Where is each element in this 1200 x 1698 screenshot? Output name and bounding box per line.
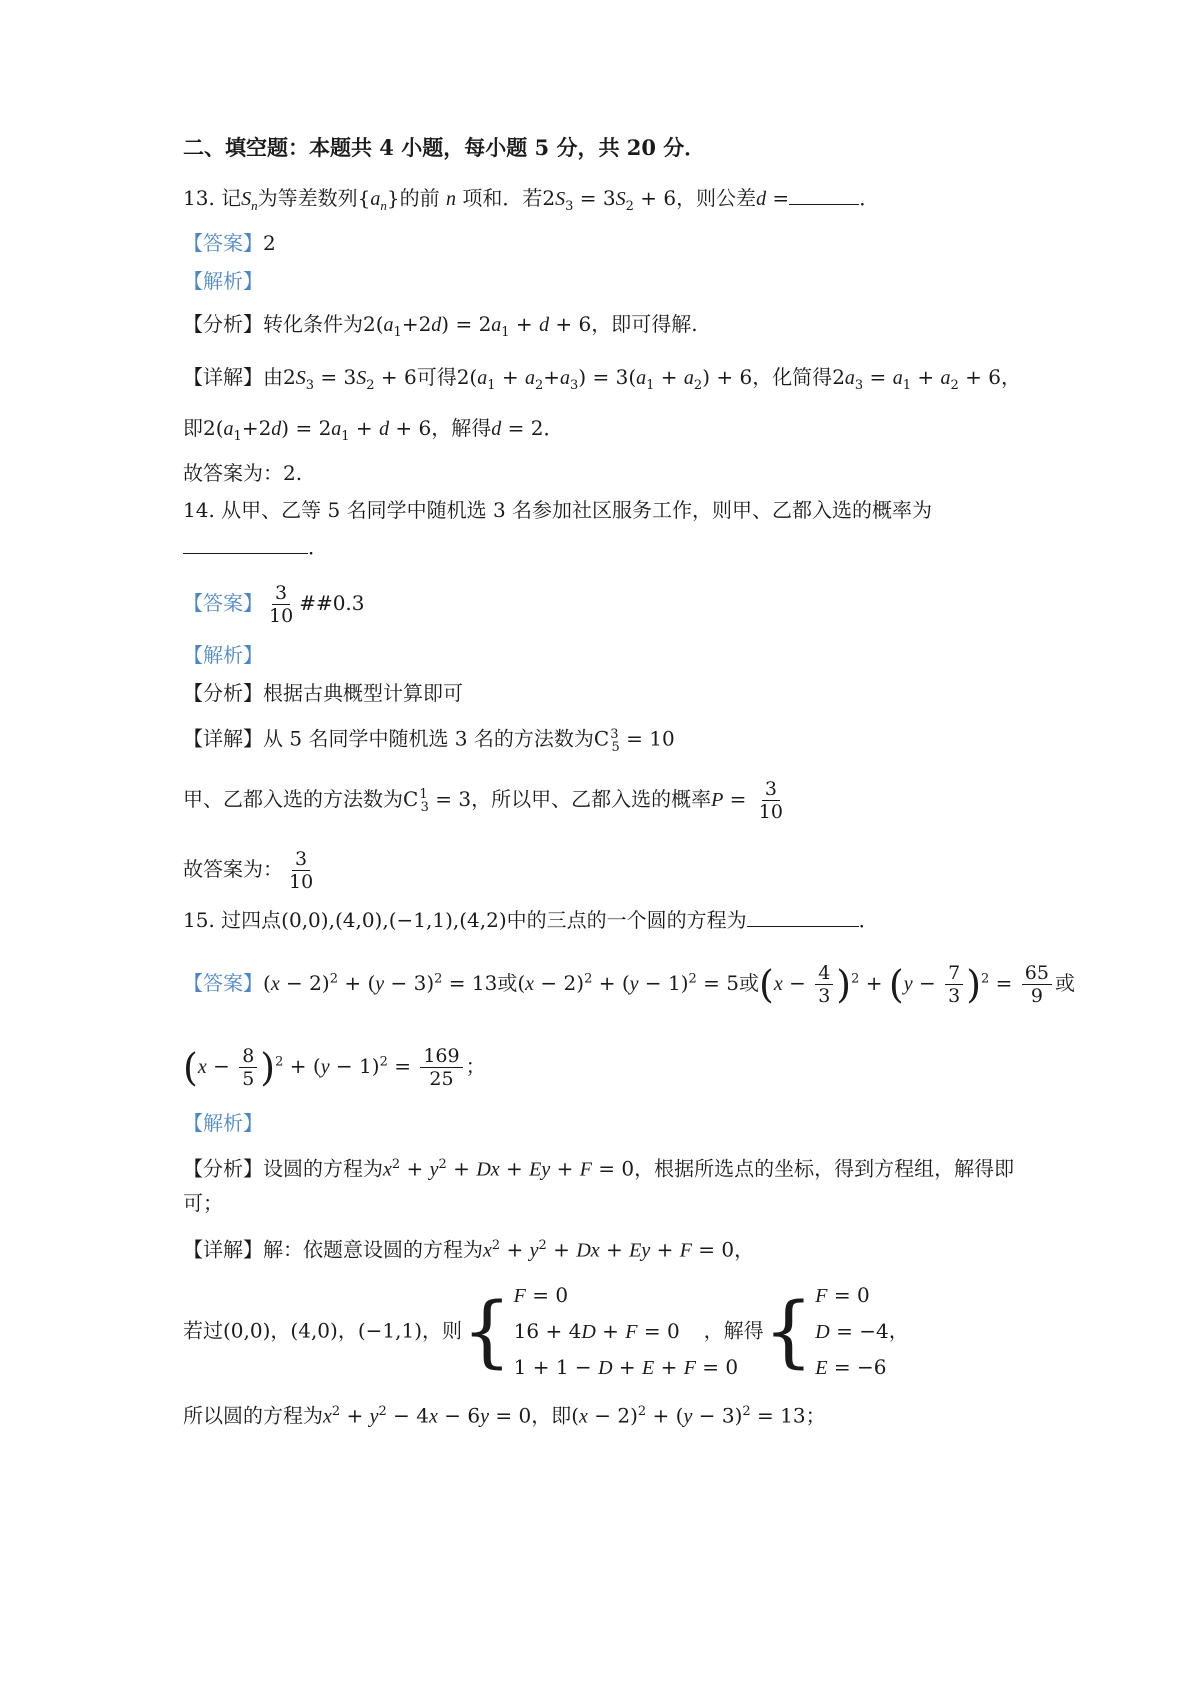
q13-detail-1: 【详解】由$2S_3 = 3S_2 + 6$可得$2(a_1 + a_2+a_3) = 3(a_1 + a_2) + 6$，化简得$2a_3 = a_1 + a_2 + 6$， xyxy=(183,365,1021,393)
xiangjie-tag: 【详解】 xyxy=(183,726,263,751)
q15-detail-2: 若过(0,0)，(4,0)，(−1,1)，则 { F = 0 16 + 4D + F = 0 1 + 1 − D + E + F = 0 ，解得 { F = 0 D = −4 E = −6 ， xyxy=(183,1278,909,1386)
q14-detail-2: 甲、乙都入选的方法数为$C^1_3 = 3$，所以甲、乙都入选的概率P = $\frac{3}{10}$ xyxy=(183,778,789,823)
q14-conclusion: 故答案为： $\frac{3}{10}$ xyxy=(183,848,319,893)
fenxi-tag: 【分析】 xyxy=(183,1156,263,1181)
fraction: $\frac{3}{10}$ xyxy=(289,848,314,893)
jiexi-tag: 【解析】 xyxy=(183,643,263,667)
jiexi-tag: 【解析】 xyxy=(183,1111,263,1135)
q14-answer: 【答案】 $\frac{3}{10}$ ##0.3 xyxy=(183,582,365,627)
answer-tag: 【答案】 xyxy=(183,231,263,255)
q15-fenxi-cont: 可； xyxy=(183,1191,223,1215)
equation-system: { F = 0 16 + 4D + F = 0 1 + 1 − D + E + F = 0 xyxy=(462,1283,739,1379)
q15-fenxi: 【分析】设圆的方程为$x^2 + y^2 + Dx + Ey + F = 0$，根据所选点的坐标，得到方程组，解得即 xyxy=(183,1156,1015,1181)
q14-stem-blank: ． xyxy=(183,534,328,560)
q14-stem: 14. 从甲、乙等 5 名同学中随机选 3 名参加社区服务工作，则甲、乙都入选的概率为 xyxy=(183,498,933,522)
answer-blank xyxy=(747,908,859,927)
jiexi-tag: 【解析】 xyxy=(183,269,263,293)
answer-tag: 【答案】 xyxy=(183,971,263,995)
q15-stem: 15. 过四点(0,0),(4,0),(−1,1),(4,2)中的三点的一个圆的方程为 ． xyxy=(183,908,879,932)
q14-detail-1: 【详解】从 5 名同学中随机选 3 名的方法数为$C^3_5 = 10$ xyxy=(183,726,675,755)
section-title: 二、填空题：本题共 4 小题，每小题 5 分，共 20 分． xyxy=(183,135,706,160)
answer-blank xyxy=(789,186,859,205)
fenxi-tag: 【分析】 xyxy=(183,312,263,336)
q15-detail-3: 所以圆的方程为$x^2 + y^2 - 4x - 6y = 0$，即$(x - 2)^2 + (y - 3)^2 = 13$； xyxy=(183,1403,826,1428)
xiangjie-tag: 【详解】 xyxy=(183,365,263,389)
q13-jiexi xyxy=(183,268,263,294)
q13-conclusion: 故答案为：2. xyxy=(183,461,303,485)
q13-answer: 【答案】2 xyxy=(183,231,276,255)
q13-fenxi: 【分析】转化条件为$2(a_1+2d) = 2a_1 + d + 6$，即可得解. xyxy=(183,312,698,340)
q15-answer-1: 【答案】$(x - 2)^2 + (y - 3)^2 = 13$或$(x - 2)^2 + (y - 1)^2 = 5$或(x − $\frac{4}{3}$ )$^2$ + (y − $\frac{7}{3}$ )$^2$ = $\frac{65}{9}$ 或 xyxy=(183,962,1075,1007)
answer-tag: 【答案】 xyxy=(183,591,263,615)
q15-answer-2: (x − $\frac{8}{5}$ )$^2 + (y - 1)^2$ = $\frac{169}{25}$ ； xyxy=(183,1045,486,1090)
xiangjie-tag: 【详解】 xyxy=(183,1237,263,1262)
q14-jiexi xyxy=(183,642,263,668)
q15-detail-1: 【详解】解：依题意设圆的方程为$x^2 + y^2 + Dx + Ey + F = 0$， xyxy=(183,1237,755,1262)
fraction: $\frac{3}{10}$ xyxy=(269,582,294,627)
equation-solution: { F = 0 D = −4 E = −6 xyxy=(763,1283,889,1379)
q13-stem: 13. 记$S_n$为等差数列$\{a_n\}$的前 n 项和．若$2S_3 = 3S_2 + 6$，则公差d = ． xyxy=(183,186,880,214)
q13-detail-2: 即$2(a_1+2d) = 2a_1 + d + 6$，解得d = 2． xyxy=(183,416,564,444)
fenxi-tag: 【分析】 xyxy=(183,681,263,705)
answer-blank xyxy=(183,535,308,554)
fraction: $\frac{3}{10}$ xyxy=(758,778,783,823)
q14-fenxi: 【分析】根据古典概型计算即可 xyxy=(183,681,463,705)
q13-number: 13. xyxy=(183,186,215,210)
q15-jiexi xyxy=(183,1110,263,1136)
